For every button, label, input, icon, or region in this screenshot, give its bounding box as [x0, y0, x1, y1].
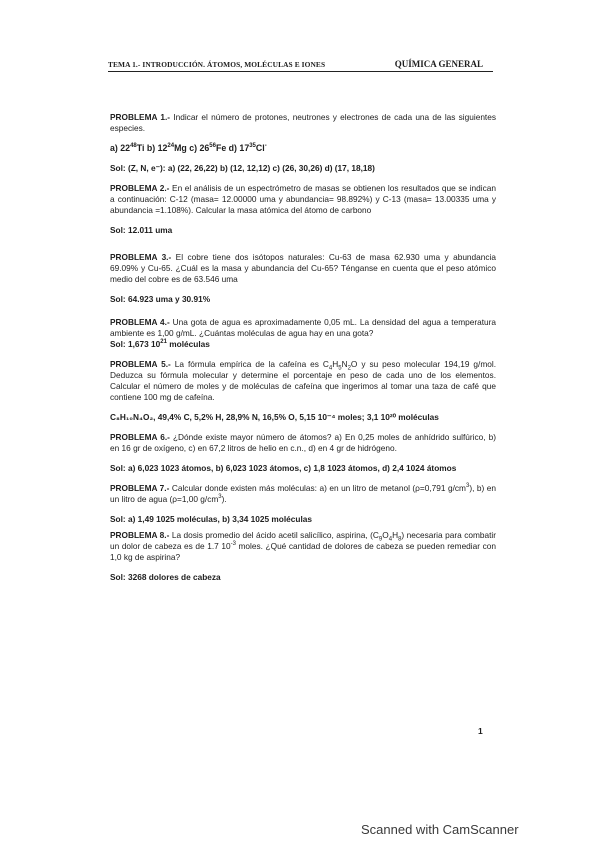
problem-7-text-start: Calcular donde existen más moléculas: a) en un litro de metanol (ρ=0,791 g/cm	[171, 483, 466, 493]
formula-sub: 4	[328, 365, 333, 372]
problem-3-label: PROBLEMA 3.-	[110, 252, 172, 262]
problem-6-solution: Sol: a) 6,023 1023 átomos, b) 6,023 1023 átomos, c) 1,8 1023 átomos, d) 2,4 1024 átomos	[110, 463, 457, 473]
problem-8-text-middle: ) necesaria para combatir un dolor de cabeza es de 1.7 10	[110, 530, 497, 551]
problem-4-solution-exponent: 21	[160, 339, 167, 346]
problem-4-label: PROBLEMA 4.-	[110, 317, 170, 327]
problem-8-text-end: moles. ¿Qué cantidad de dolores de cabeza se pueden remediar con 1,0 kg de aspirina?	[110, 541, 496, 562]
problem-8-label: PROBLEMA 8.-	[110, 530, 170, 540]
problem-3	[110, 252, 496, 285]
formula-sub: 9	[378, 536, 383, 543]
header-subject: QUÍMICA GENERAL	[394, 59, 483, 69]
problem-4-text: Una gota de agua es aproximadamente 0,05 mL. La densidad del agua a temperatura ambiente es 1,00 g/mL. ¿Cuántas moléculas de agua hay en una gota?	[110, 317, 497, 338]
page-header	[108, 55, 493, 72]
problem-2	[110, 183, 496, 216]
problem-6-text: ¿Dónde existe mayor número de átomos? a) En 0,25 moles de anhídrido sulfúrico, b) en 16 gr de oxígeno, c) en 67,2 litros de helio en c.n., d) en 4 gr de hidrógeno.	[110, 432, 497, 453]
problem-6-label: PROBLEMA 6.-	[110, 432, 170, 442]
problem-8	[110, 530, 496, 563]
problem-1-solution: Sol: (Z, N, e⁻): a) (22, 26,22) b) (12, 12,12) c) (26, 30,26) d) (17, 18,18)	[110, 163, 375, 173]
formula-sub: 4	[388, 536, 393, 543]
species-d-charge: -	[264, 143, 267, 150]
problem-3-solution: Sol: 64.923 uma y 30.91%	[110, 294, 211, 304]
formula-element: H	[332, 359, 339, 369]
page-number: 1	[478, 726, 483, 736]
header-topic: TEMA 1.- INTRODUCCIÓN. ÁTOMOS, MOLÉCULAS E IONES	[108, 60, 326, 69]
species-c-mass: 56	[209, 143, 216, 150]
unit-exponent: 3	[218, 494, 222, 501]
species-b-mass: 24	[167, 143, 175, 150]
problem-5-text-start: La fórmula empírica de la cafeína es C	[174, 359, 329, 369]
problem-4	[110, 317, 496, 339]
problem-8-solution: Sol: 3268 dolores de cabeza	[110, 572, 221, 582]
formula-sub: 8	[398, 536, 402, 543]
formula-sub: 5	[338, 365, 342, 372]
formula-element: N	[341, 359, 348, 369]
scanner-watermark: Scanned with CamScanner	[361, 822, 519, 837]
problem-1-text: Indicar el número de protones, neutrones y electrones de cada una de las siguientes especies.	[110, 112, 497, 133]
problem-1-label: PROBLEMA 1.-	[110, 112, 171, 122]
problem-2-text: En el análisis de un espectrómetro de masas se obtienen los resultados que se indican a continuación: C-12 (masa= 12.00000 uma y abundancia= 98.892%) y C-13 (masa= 13.00335 uma y abundancia =1.108%). Calcular la masa atómica del átomo de carbono	[110, 183, 496, 215]
problem-7-label: PROBLEMA 7.-	[110, 483, 170, 493]
species-d-symbol: Cl	[255, 143, 265, 153]
problem-8-text-start: La dosis promedio del ácido acetil salicílico, aspirina, (C	[171, 530, 379, 540]
problem-4-solution-value: Sol: 1,673 10	[110, 339, 161, 349]
species-a-prefix: a) 22	[110, 143, 131, 153]
problem-7-text-middle: ), b) en un litro de agua (ρ=1,00 g/cm	[110, 483, 496, 504]
species-a-symbol: Ti b) 12	[136, 143, 168, 153]
species-c-symbol: Fe d) 17	[215, 143, 250, 153]
formula-element: O	[350, 359, 358, 369]
problem-5	[110, 359, 496, 403]
problem-5-text-end: y su peso molecular 194,19 g/mol. Deduzca su fórmula molecular y determine el porcentaje en peso de cada uno de los elementos. Calcular el número de moles y de moléculas de cafeína que ingerimos al tomar una taza de café que contiene 100 mg de cafeína.	[110, 359, 496, 402]
problem-list	[110, 112, 496, 583]
problem-7-solution: Sol: a) 1,49 1025 moléculas, b) 3,34 1025 moléculas	[110, 514, 312, 524]
formula-element: H	[392, 530, 399, 540]
problem-3-text: El cobre tiene dos isótopos naturales: Cu-63 de masa 62.930 uma y abundancia 69.09% y Cu-65. ¿Cuál es la masa y abundancia del Cu-65? Ténganse en cuenta que el peso atómico medio del cobre es de 63.546 uma	[110, 252, 496, 284]
problem-1-species	[110, 143, 496, 154]
unit-exponent: 3	[465, 483, 470, 490]
formula-element: O	[382, 530, 389, 540]
formula-sub: 2	[347, 365, 351, 372]
species-b-symbol: Mg c) 26	[174, 143, 210, 153]
species-a-mass: 48	[130, 143, 137, 150]
problem-6	[110, 432, 496, 454]
problem-2-solution: Sol: 12.011 uma	[110, 225, 173, 235]
problem-4-solution-unit: moléculas	[166, 339, 210, 349]
problem-5-label: PROBLEMA 5.-	[110, 359, 171, 369]
quantity-exponent: -3	[230, 541, 236, 548]
problem-7	[110, 483, 496, 505]
problem-1	[110, 112, 496, 134]
problem-2-label: PROBLEMA 2.-	[110, 183, 170, 193]
species-d-mass: 35	[249, 143, 256, 150]
problem-4-solution	[110, 339, 496, 350]
problem-7-text-end: ).	[221, 494, 227, 504]
problem-5-solution: C₈H₁₀N₄O₂, 49,4% C, 5,2% H, 28,9% N, 16,5% O, 5,15 10⁻⁴ moles; 3,1 10²⁰ moléculas	[110, 412, 439, 422]
